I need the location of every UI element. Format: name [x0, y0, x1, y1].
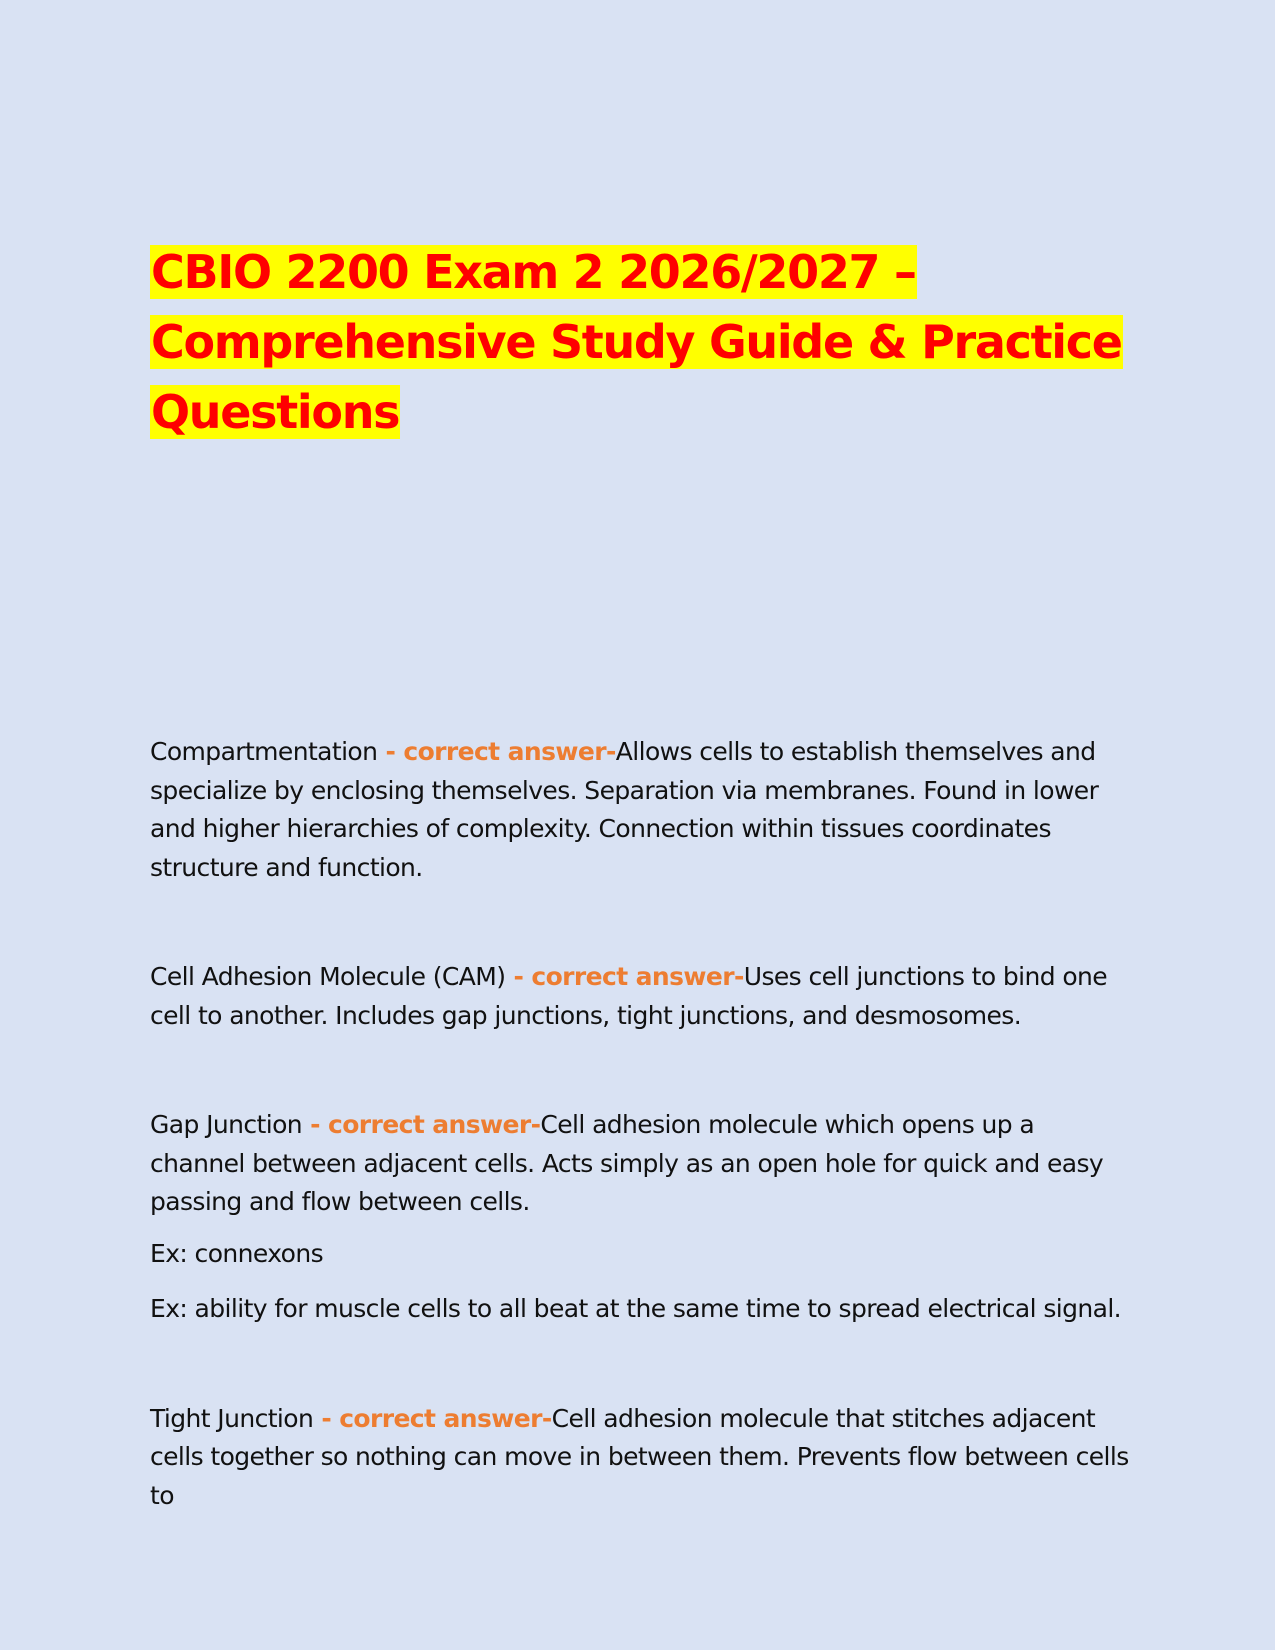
correct-answer-separator: - correct answer- [302, 1110, 541, 1139]
answer: Allows cells to establish themselves and specialize by enclosing themselves. Separation via membranes. Found in lower and higher hierarchies of complexity. Connection within tissues coordinates structure and function. [150, 737, 1099, 882]
qa-entry-compartmentation [150, 733, 1135, 887]
term: Tight Junction [150, 1403, 314, 1433]
title-line-1-text: CBIO 2200 Exam 2 2026/2027 – [151, 245, 916, 299]
study-guide-content [150, 733, 1135, 1515]
title-line-2 [150, 307, 1150, 377]
term: Compartmentation [150, 737, 378, 766]
example-connexons: Ex: connexons [150, 1238, 324, 1268]
correct-answer-separator: - correct answer- [377, 737, 616, 766]
term: Cell Adhesion Molecule (CAM) [150, 962, 506, 991]
example-muscle-cells: Ex: ability for muscle cells to all beat at the same time to spread electrical signal. [150, 1294, 1122, 1323]
answer: Uses cell junctions to bind one cell to another. Includes gap junctions, tight junctions, and desmosomes. [150, 962, 1108, 1030]
document-title [150, 237, 1150, 447]
qa-entry-gap-junction [150, 1106, 1135, 1222]
correct-answer-separator: - correct answer- [313, 1403, 552, 1433]
answer: Cell adhesion molecule that stitches adjacent cells together so nothing can move in between them. Prevents flow between cells to [150, 1403, 1129, 1510]
title-line-3 [150, 377, 1150, 447]
title-line-2-text: Comprehensive Study Guide & Practice [151, 315, 1122, 369]
title-line-1 [150, 237, 1150, 307]
qa-entry-tight-junction [150, 1400, 1135, 1516]
term: Gap Junction [150, 1110, 303, 1139]
qa-entry-cam [150, 958, 1135, 1035]
answer: Cell adhesion molecule which opens up a channel between adjacent cells. Acts simply as an open hole for quick and easy passing and flow between cells. [150, 1110, 1104, 1216]
title-line-3-text: Questions [151, 385, 400, 439]
correct-answer-separator: - correct answer- [505, 962, 744, 991]
